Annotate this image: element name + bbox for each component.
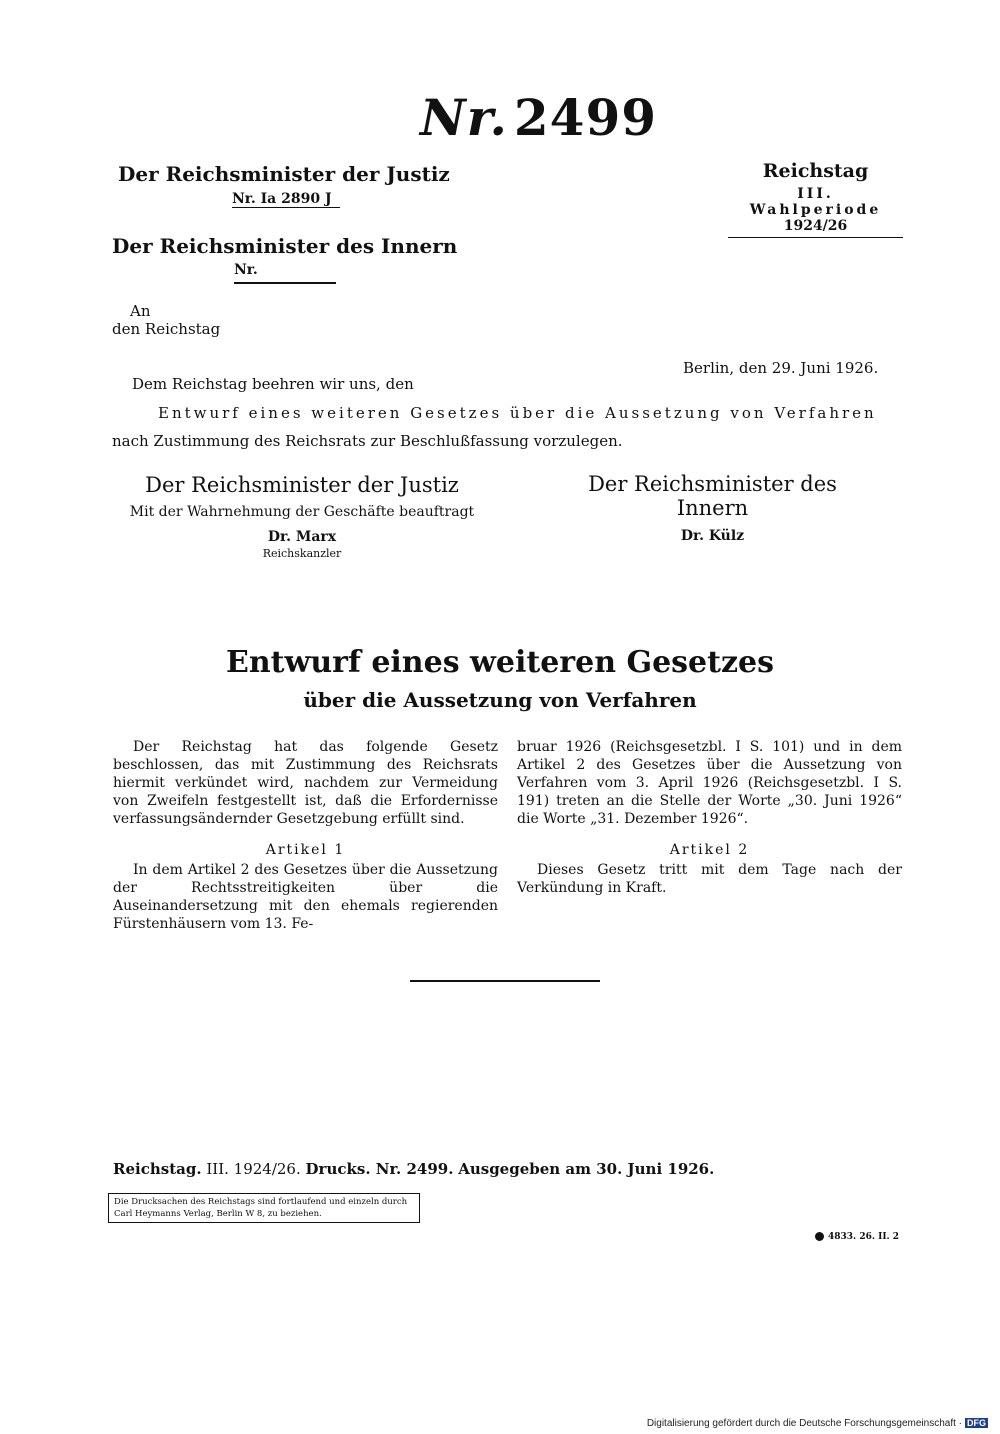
reichstag-box-period: III. Wahlperiode — [749, 186, 882, 218]
artikel-1-text-left: In dem Artikel 2 des Gesetzes über die Aussetzung der Rechtsstreitigkeiten über die Auseinandersetzung mit den ehemals regierenden Fürstenhäusern vom 13. Fe- — [113, 862, 498, 932]
sender-innern-ref: Nr. — [234, 262, 258, 278]
signature-left-role: Reichskanzler — [262, 547, 342, 560]
footer-druck: Drucks. Nr. 2499. — [305, 1160, 454, 1178]
closing-rule — [410, 980, 600, 982]
date-line: Berlin, den 29. Juni 1926. — [683, 359, 879, 377]
bill-subtitle: über die Aussetzung von Verfahren — [303, 688, 697, 712]
bill-title: Entwurf eines weiteren Gesetzes — [226, 645, 774, 680]
signature-left-name: Dr. Marx — [267, 529, 337, 545]
letter-line-3: nach Zustimmung des Reichsrats zur Beschlußfassung vorzulegen. — [112, 432, 623, 450]
document-number-value: 2499 — [513, 88, 658, 147]
signature-right-title: Der Reichsminister des Innern — [588, 472, 837, 520]
letter-line-1: Dem Reichstag beehren wir uns, den — [132, 375, 414, 393]
digitization-text: Digitalisierung gefördert durch die Deutsche Forschungsgemeinschaft · — [646, 1418, 962, 1429]
digitization-note — [647, 1418, 988, 1429]
sender-justiz-title: Der Reichsminister der Justiz — [118, 162, 450, 186]
letter-line-2: Entwurf eines weiteren Gesetzes über die Aussetzung von Verfahren — [158, 404, 877, 422]
reichstag-box-title: Reichstag — [762, 160, 869, 182]
footer-issued: Ausgegeben am 30. Juni 1926. — [458, 1160, 715, 1178]
footer-line — [113, 1160, 714, 1178]
addressee-an: An — [130, 302, 151, 320]
artikel-2-text: Dieses Gesetz tritt mit dem Tage nach der Verkündung in Kraft. — [517, 862, 902, 896]
print-mark-dot-icon — [815, 1232, 824, 1241]
signature-left-subtitle: Mit der Wahrnehmung der Geschäfte beauftragt — [129, 504, 475, 520]
footer-period: III. 1924/26. — [206, 1160, 301, 1178]
preamble: Der Reichstag hat das folgende Gesetz beschlossen, das mit Zustimmung des Reichsrats hiermit verkündet wird, nachdem zur Vermeidung von Zweifeln festgestellt ist, daß die Erfordernisse verfassungsändernder Gesetzgebung erfüllt sind. — [113, 739, 498, 827]
footer-reichstag: Reichstag. — [113, 1160, 202, 1178]
addressee-reichstag: den Reichstag — [112, 320, 221, 338]
signature-left — [112, 473, 492, 560]
imprint-box: Die Drucksachen des Reichstags sind fortlaufend und einzeln durch Carl Heymanns Verlag, Berlin W 8, zu beziehen. — [108, 1193, 420, 1223]
print-mark — [815, 1232, 899, 1242]
signature-right — [555, 472, 870, 544]
sender-innern-ref-line — [234, 282, 336, 284]
document-number-prefix: Nr. — [420, 88, 508, 147]
print-mark-text: 4833. 26. II. 2 — [828, 1232, 900, 1242]
signature-left-title: Der Reichsminister der Justiz — [145, 473, 459, 497]
artikel-1-heading: Artikel 1 — [265, 842, 346, 858]
reichstag-box-years: 1924/26 — [728, 218, 903, 238]
document-number — [420, 88, 657, 147]
artikel-2-heading: Artikel 2 — [669, 842, 750, 858]
artikel-1-text-right: bruar 1926 (Reichsgesetzbl. I S. 101) und in dem Artikel 2 des Gesetzes über die Aussetzung von Verfahren vom 3. April 1926 (Reichsgesetzbl. I S. 191) treten an die Stelle der Worte „30. Juni 1926“ die Worte „31. Dezember 1926“. — [517, 739, 902, 827]
sender-innern-title: Der Reichsminister des Innern — [112, 234, 458, 258]
sender-justiz-ref: Nr. Ia 2890 J — [232, 191, 340, 208]
signature-right-name: Dr. Külz — [680, 528, 745, 544]
reichstag-box — [728, 160, 903, 238]
dfg-logo-icon: DFG — [967, 1418, 986, 1428]
